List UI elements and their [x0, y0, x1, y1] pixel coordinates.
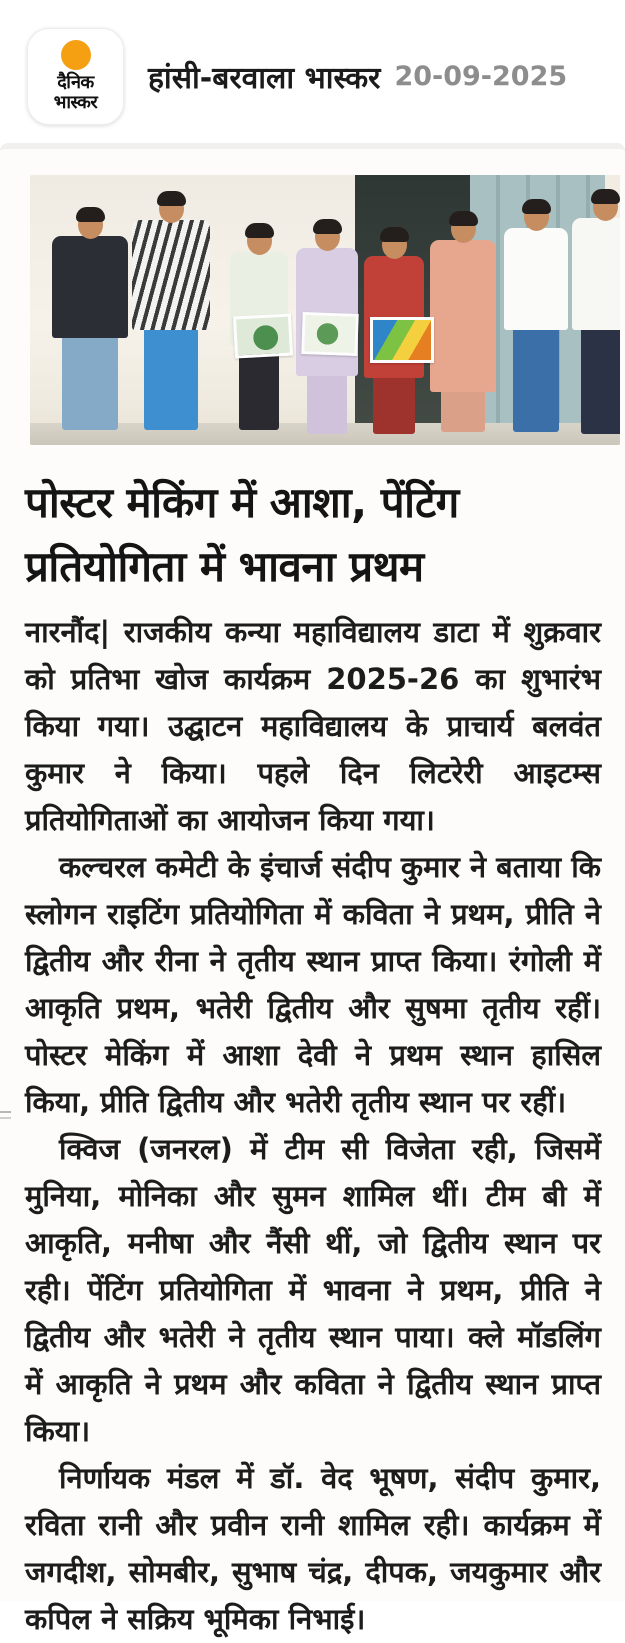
person-head: [159, 195, 184, 223]
person-torso: [52, 236, 128, 338]
paragraph-4: निर्णायक मंडल में डॉ. वेद भूषण, संदीप कुमार, रविता रानी और प्रवीन रानी शामिल रही। कार्यक्रम में जगदीश, सोमबीर, सुभाष चंद्र, दीपक, जयकुमार और कपिल ने सक्रिय भूमिका निभाई।: [25, 1461, 601, 1636]
masthead: [0, 0, 625, 125]
paragraph-1: [25, 609, 601, 844]
headline-line2: प्रतियोगिता में भावना प्रथम: [25, 542, 424, 591]
person-head: [451, 215, 476, 243]
sun-icon: [61, 40, 91, 70]
logo-text: [54, 73, 98, 113]
edition-title: हांसी-बरवाला भास्कर: [148, 61, 381, 96]
headline-line1: पोस्टर मेकिंग में आशा, पेंटिंग: [25, 478, 459, 527]
person-legs: [144, 330, 198, 430]
person-1: [52, 211, 128, 430]
edition-date: 20-09-2025: [394, 61, 568, 92]
paragraph-3: क्विज (जनरल) में टीम सी विजेता रही, जिसमें मुनिया, मोनिका और सुमन शामिल थीं। टीम बी में आकृति, मनीषा और नैंसी थीं, जो द्वितीय स्थान पर रही। पेंटिंग प्रतियोगिता में भावना ने प्रथम, प्रीति ने द्वितीय और भतेरी ने तृतीय स्थान पाया। क्ले मॉडलिंग में आकृति ने प्रथम और कविता ने द्वितीय स्थान प्राप्त किया।: [25, 1132, 601, 1448]
person-head: [593, 193, 618, 221]
person-legs: [581, 330, 620, 434]
person-legs: [513, 330, 559, 432]
person-legs: [62, 338, 118, 430]
dateline: नारनौंद|: [25, 615, 111, 649]
person-torso: [504, 228, 568, 330]
paragraph-1-text: राजकीय कन्या महाविद्यालय डाटा में शुक्रवार को प्रतिभा खोज कार्यक्रम 2025-26 का शुभारंभ किया गया। उद्घाटन महाविद्यालय के प्राचार्य बलवंत कुमार ने किया। पहले दिन लिटरेरी आइटम्स प्रतियोगिताओं का आयोजन किया गया।: [25, 615, 601, 837]
scan-artifact: [0, 1111, 11, 1113]
article-photo: [30, 175, 620, 445]
paragraph-2: कल्चरल कमेटी के इंचार्ज संदीप कुमार ने बताया कि स्लोगन राइटिंग प्रतियोगिता में कविता ने प्रथम, प्रीति ने द्वितीय और रीना ने तृतीय स्थान प्राप्त किया। रंगोली में आकृति प्रथम, भतेरी द्वितीय और सुषमा तृतीय रहीं। पोस्टर मेकिंग में आशा देवी ने प्रथम स्थान हासिल किया, प्रीति द्वितीय और भतेरी तृतीय स्थान पर रहीं।: [25, 850, 601, 1119]
person-2: [132, 195, 210, 430]
article-body: [25, 609, 601, 1643]
person-legs: [373, 378, 415, 434]
person-legs: [239, 346, 279, 430]
person-6: [430, 215, 496, 432]
person-8: [572, 193, 620, 434]
dainik-bhaskar-logo[interactable]: [27, 28, 124, 125]
logo-line1: दैनिक: [57, 72, 94, 93]
person-head: [382, 231, 407, 259]
headline: [25, 471, 600, 599]
person-head: [247, 227, 272, 255]
news-clip: [0, 143, 625, 1636]
person-head: [315, 223, 340, 251]
person-7: [504, 203, 568, 432]
painting-artwork: [370, 317, 434, 363]
poster-artwork-1: [233, 314, 293, 359]
person-torso: [572, 218, 620, 330]
person-legs: [441, 392, 485, 432]
person-legs: [307, 376, 347, 434]
person-torso: [430, 240, 496, 392]
person-head: [524, 203, 549, 231]
poster-artwork-2: [301, 312, 358, 356]
person-head: [78, 211, 103, 239]
logo-line2: भास्कर: [53, 92, 98, 113]
person-torso: [132, 220, 210, 330]
